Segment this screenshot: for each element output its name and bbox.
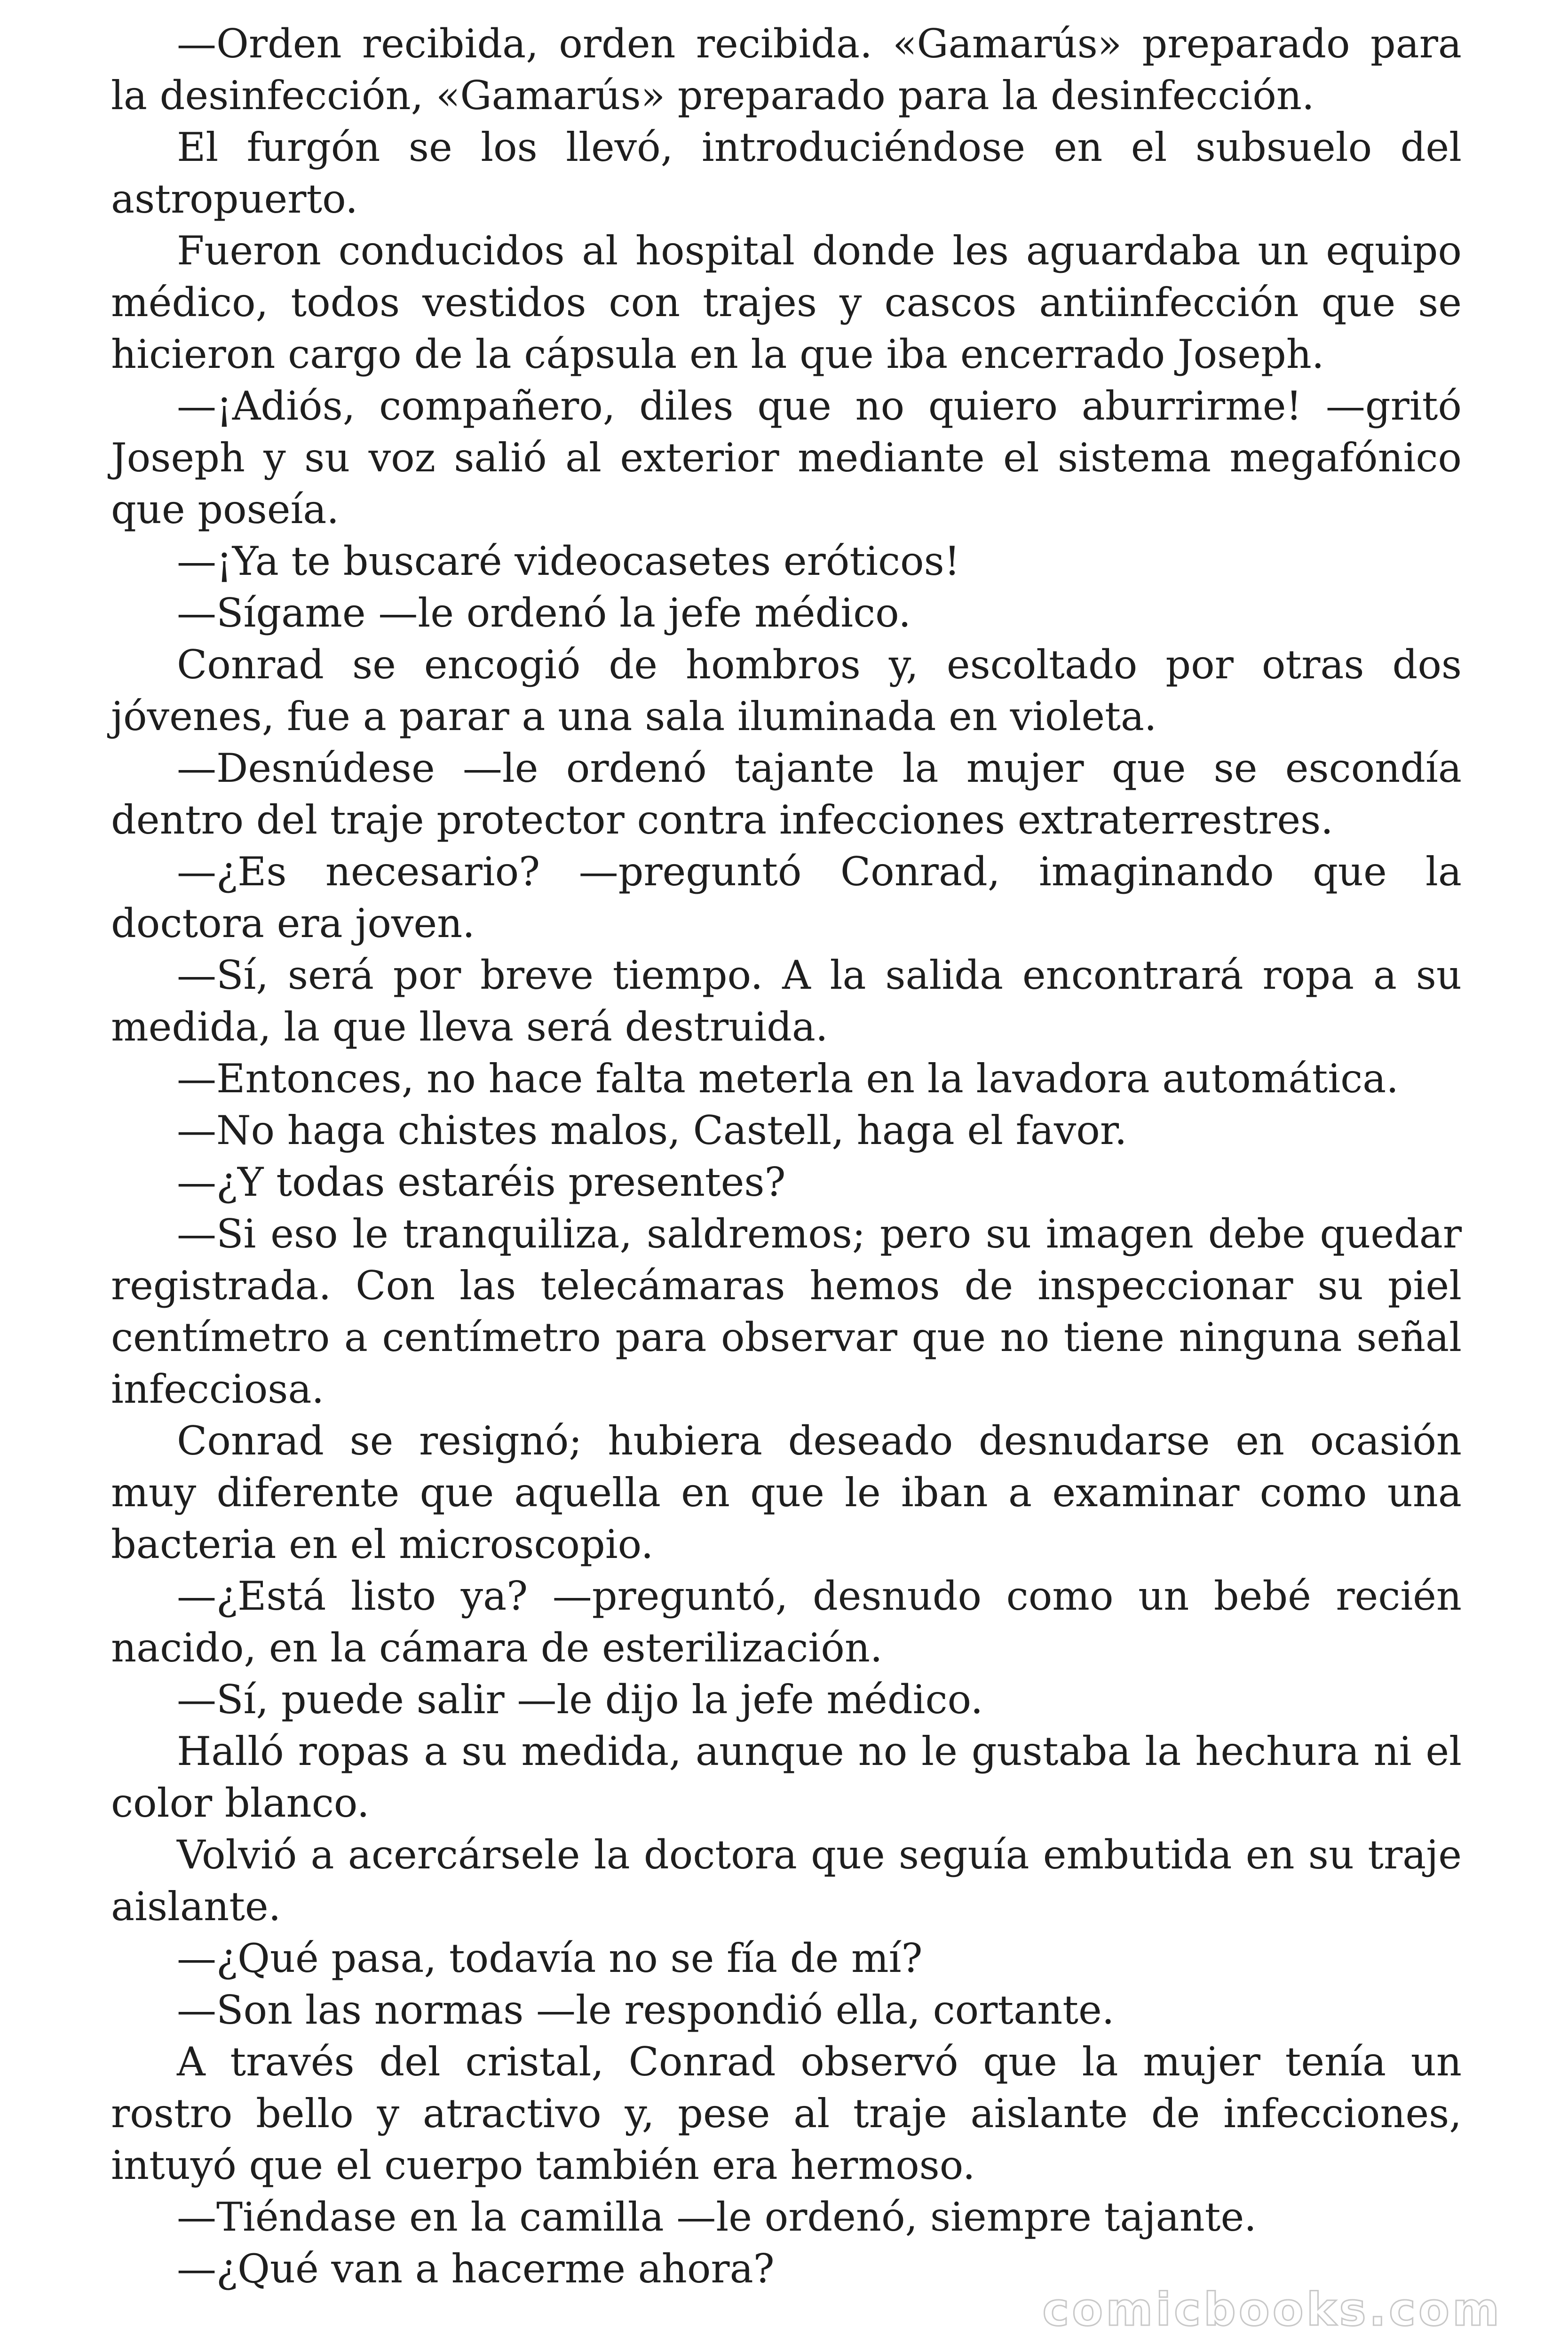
paragraph: Conrad se resignó; hubiera deseado desnudarse en ocasión muy diferente que aquella en que le iban a examinar como una bacteria en el microscopio. xyxy=(111,1418,1462,1567)
paragraph: —Sí, puede salir —le dijo la jefe médico. xyxy=(177,1677,983,1723)
book-page xyxy=(111,18,1462,2299)
paragraph: —Sí, será por breve tiempo. A la salida encontrará ropa a su medida, la que lleva será destruida. xyxy=(111,952,1462,1050)
paragraph: —¿Qué van a hacerme ahora? xyxy=(177,2246,775,2292)
paragraph: —Sígame —le ordenó la jefe médico. xyxy=(177,590,911,636)
watermark-text: comicbooks.com xyxy=(1042,2283,1502,2336)
paragraph: —Orden recibida, orden recibida. «Gamarús» preparado para la desinfección, «Gamarús» preparado para la desinfección. xyxy=(111,21,1462,119)
paragraph: —Entonces, no hace falta meterla en la lavadora automática. xyxy=(177,1056,1399,1102)
paragraph: —¿Y todas estaréis presentes? xyxy=(177,1159,786,1205)
paragraph: A través del cristal, Conrad observó que la mujer tenía un rostro bello y atractivo y, pese al traje aislante de infecciones, intuyó que el cuerpo también era hermoso. xyxy=(111,2039,1462,2188)
paragraph: —Son las normas —le respondió ella, cortante. xyxy=(177,1987,1115,2033)
paragraph: —Desnúdese —le ordenó tajante la mujer que se escondía dentro del traje protector contra infecciones extraterrestres. xyxy=(111,745,1462,843)
paragraph: —¡Adiós, compañero, diles que no quiero aburrirme! —gritó Joseph y su voz salió al exterior mediante el sistema megafónico que poseía. xyxy=(111,383,1462,532)
paragraph: —¡Ya te buscaré videocasetes eróticos! xyxy=(177,538,960,584)
paragraph: —Tiéndase en la camilla —le ordenó, siempre tajante. xyxy=(177,2194,1257,2240)
paragraph: —¿Está listo ya? —preguntó, desnudo como un bebé recién nacido, en la cámara de esterilización. xyxy=(111,1573,1462,1671)
paragraph: —¿Es necesario? —preguntó Conrad, imaginando que la doctora era joven. xyxy=(111,849,1462,946)
paragraph: Volvió a acercársele la doctora que seguía embutida en su traje aislante. xyxy=(111,1832,1462,1930)
paragraph: Fueron conducidos al hospital donde les aguardaba un equipo médico, todos vestidos con trajes y cascos antiinfección que se hicieron cargo de la cápsula en la que iba encerrado Joseph. xyxy=(111,228,1462,377)
paragraph: —Si eso le tranquiliza, saldremos; pero su imagen debe quedar registrada. Con las telecámaras hemos de inspeccionar su piel centímetro a centímetro para observar que no tiene ninguna señal infecciosa. xyxy=(111,1211,1462,1412)
paragraph: Conrad se encogió de hombros y, escoltado por otras dos jóvenes, fue a parar a una sala iluminada en violeta. xyxy=(111,642,1462,739)
paragraph: El furgón se los llevó, introduciéndose en el subsuelo del astropuerto. xyxy=(111,124,1462,222)
paragraph: —No haga chistes malos, Castell, haga el favor. xyxy=(177,1107,1127,1153)
paragraph: Halló ropas a su medida, aunque no le gustaba la hechura ni el color blanco. xyxy=(111,1728,1462,1826)
paragraph: —¿Qué pasa, todavía no se fía de mí? xyxy=(177,1935,923,1981)
